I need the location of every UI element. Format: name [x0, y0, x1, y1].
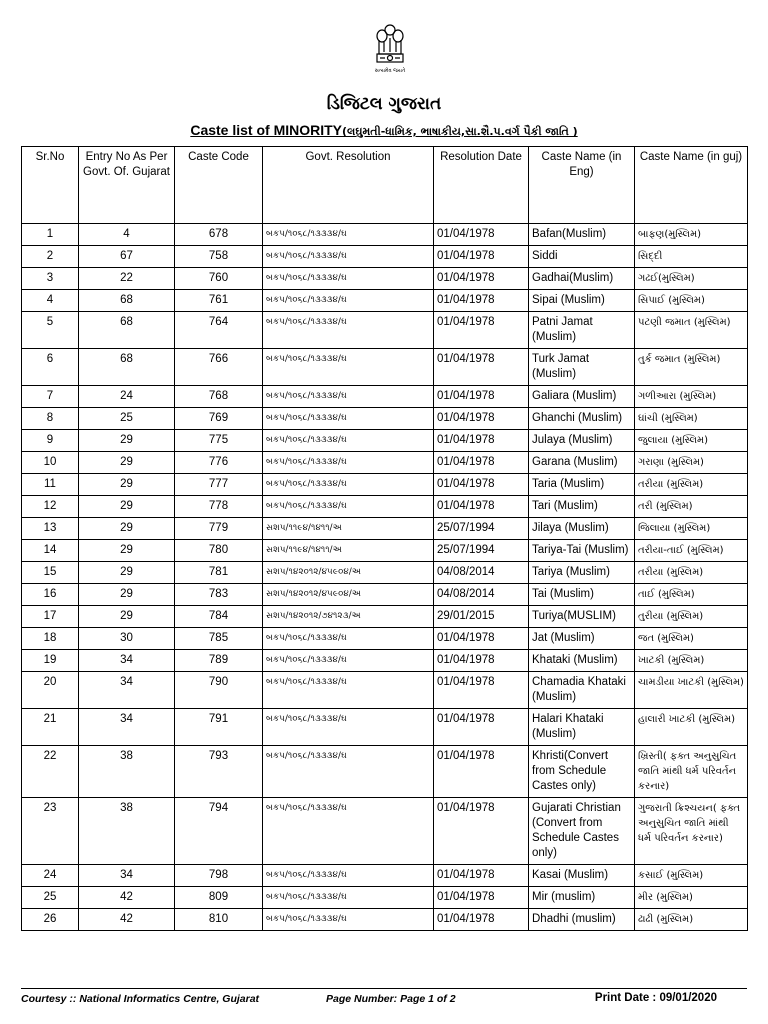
cell-resolution: બકપ/૧૦૬૮/૧૩૩૩૪/ઘ	[263, 452, 434, 474]
cell-code: 758	[175, 246, 263, 268]
column-header: Caste Name (in guj)	[635, 147, 748, 224]
cell-resolution: બકપ/૧૦૬૮/૧૩૩૩૪/ઘ	[263, 224, 434, 246]
cell-sr: 9	[22, 430, 79, 452]
cell-code: 790	[175, 672, 263, 709]
cell-code: 793	[175, 746, 263, 798]
cell-entry: 68	[79, 290, 175, 312]
cell-entry: 29	[79, 540, 175, 562]
cell-name-eng: Dhadhi (muslim)	[529, 909, 635, 931]
cell-name-eng: Gujarati Christian (Convert from Schedule Castes only)	[529, 798, 635, 865]
cell-code: 785	[175, 628, 263, 650]
table-row	[22, 312, 748, 349]
cell-name-eng: Siddi	[529, 246, 635, 268]
cell-code: 798	[175, 865, 263, 887]
cell-name-guj: ગુજરાતી ક્રિશ્ચયન( ફક્ત અનુસુચિત જાતિ માંથી ધર્મ પરિવર્તન કરનાર)	[635, 798, 748, 865]
cell-code: 766	[175, 349, 263, 386]
cell-date: 01/04/1978	[434, 865, 529, 887]
cell-entry: 29	[79, 584, 175, 606]
cell-resolution: બકપ/૧૦૬૮/૧૩૩૩૪/ઘ	[263, 672, 434, 709]
cell-code: 768	[175, 386, 263, 408]
cell-name-guj: બાફણ(મુસ્લિમ)	[635, 224, 748, 246]
table-row	[22, 408, 748, 430]
document-title	[0, 122, 768, 139]
cell-name-eng: Kasai (Muslim)	[529, 865, 635, 887]
cell-code: 776	[175, 452, 263, 474]
cell-name-eng: Jilaya (Muslim)	[529, 518, 635, 540]
cell-code: 781	[175, 562, 263, 584]
cell-sr: 5	[22, 312, 79, 349]
cell-resolution: બકપ/૧૦૬૮/૧૩૩૩૪/ઘ	[263, 628, 434, 650]
column-header: Sr.No	[22, 147, 79, 224]
cell-name-eng: Ghanchi (Muslim)	[529, 408, 635, 430]
table-row	[22, 628, 748, 650]
cell-name-guj: તાઈ (મુસ્લિમ)	[635, 584, 748, 606]
cell-resolution: બકપ/૧૦૬૮/૧૩૩૩૪/ઘ	[263, 268, 434, 290]
cell-entry: 29	[79, 496, 175, 518]
cell-date: 04/08/2014	[434, 562, 529, 584]
cell-sr: 8	[22, 408, 79, 430]
caste-table	[21, 146, 748, 931]
cell-code: 777	[175, 474, 263, 496]
cell-resolution: સશપ/૧૪૨૦૧૨/૪૫૯૦૪/અ	[263, 562, 434, 584]
cell-resolution: બકપ/૧૦૬૮/૧૩૩૩૪/ઘ	[263, 290, 434, 312]
cell-name-guj: હાલારી ખાટકી (મુસ્લિમ)	[635, 709, 748, 746]
table-row	[22, 746, 748, 798]
table-header-row	[22, 147, 748, 224]
table-row	[22, 672, 748, 709]
cell-sr: 17	[22, 606, 79, 628]
document-title-sub: (લઘુમતી-ધામિક, ભાષાકીય,સા.શૈ.પ.વર્ગ પૈકી જાતિ )	[342, 125, 578, 138]
table-row	[22, 452, 748, 474]
cell-code: 769	[175, 408, 263, 430]
cell-entry: 30	[79, 628, 175, 650]
cell-resolution: બકપ/૧૦૬૮/૧૩૩૩૪/ઘ	[263, 887, 434, 909]
cell-entry: 34	[79, 865, 175, 887]
cell-resolution: બકપ/૧૦૬૮/૧૩૩૩૪/ઘ	[263, 312, 434, 349]
cell-sr: 22	[22, 746, 79, 798]
cell-code: 791	[175, 709, 263, 746]
cell-name-eng: Khataki (Muslim)	[529, 650, 635, 672]
cell-date: 01/04/1978	[434, 246, 529, 268]
table-row	[22, 349, 748, 386]
table-row	[22, 606, 748, 628]
cell-entry: 29	[79, 562, 175, 584]
cell-sr: 13	[22, 518, 79, 540]
cell-entry: 67	[79, 246, 175, 268]
print-date: Print Date : 09/01/2020	[594, 992, 717, 1004]
cell-resolution: સશપ/૧૪૨૦૧૨/૭૪૧૨૩/અ	[263, 606, 434, 628]
cell-name-guj: સિદ્દી	[635, 246, 748, 268]
cell-date: 01/04/1978	[434, 650, 529, 672]
cell-date: 01/04/1978	[434, 312, 529, 349]
table-row	[22, 290, 748, 312]
cell-entry: 25	[79, 408, 175, 430]
cell-resolution: બકપ/૧૦૬૮/૧૩૩૩૪/ઘ	[263, 746, 434, 798]
cell-name-guj: જિલાયા (મુસ્લિમ)	[635, 518, 748, 540]
cell-name-eng: Jat (Muslim)	[529, 628, 635, 650]
cell-entry: 34	[79, 672, 175, 709]
cell-resolution: બકપ/૧૦૬૮/૧૩૩૩૪/ઘ	[263, 798, 434, 865]
cell-resolution: સશપ/૧૪૨૦૧૨/૪૫૯૦૪/અ	[263, 584, 434, 606]
table-row	[22, 386, 748, 408]
cell-date: 01/04/1978	[434, 452, 529, 474]
table-row	[22, 246, 748, 268]
cell-entry: 42	[79, 887, 175, 909]
cell-sr: 7	[22, 386, 79, 408]
cell-sr: 26	[22, 909, 79, 931]
courtesy-note: Courtesy :: National Informatics Centre, Gujarat	[21, 993, 260, 1005]
cell-code: 780	[175, 540, 263, 562]
cell-sr: 12	[22, 496, 79, 518]
cell-name-eng: Tariya-Tai (Muslim)	[529, 540, 635, 562]
cell-sr: 16	[22, 584, 79, 606]
cell-resolution: બકપ/૧૦૬૮/૧૩૩૩૪/ઘ	[263, 474, 434, 496]
cell-name-eng: Halari Khataki (Muslim)	[529, 709, 635, 746]
cell-name-guj: તરીયા-તાઈ (મુસ્લિમ)	[635, 540, 748, 562]
page-number: Page Number: Page 1 of 2	[326, 993, 456, 1005]
cell-name-guj: પટણી જમાત (મુસ્લિમ)	[635, 312, 748, 349]
cell-name-eng: Turiya(MUSLIM)	[529, 606, 635, 628]
cell-entry: 42	[79, 909, 175, 931]
cell-sr: 15	[22, 562, 79, 584]
cell-sr: 3	[22, 268, 79, 290]
cell-sr: 4	[22, 290, 79, 312]
cell-name-eng: Julaya (Muslim)	[529, 430, 635, 452]
cell-name-guj: તુર્ક જમાત (મુસ્લિમ)	[635, 349, 748, 386]
cell-name-eng: Garana (Muslim)	[529, 452, 635, 474]
table-row	[22, 430, 748, 452]
cell-resolution: બકપ/૧૦૬૮/૧૩૩૩૪/ઘ	[263, 909, 434, 931]
cell-name-guj: ઢાઢી (મુસ્લિમ)	[635, 909, 748, 931]
cell-date: 25/07/1994	[434, 540, 529, 562]
cell-sr: 25	[22, 887, 79, 909]
cell-name-eng: Sipai (Muslim)	[529, 290, 635, 312]
cell-name-guj: કસાઈ (મુસ્લિમ)	[635, 865, 748, 887]
cell-resolution: બકપ/૧૦૬૮/૧૩૩૩૪/ઘ	[263, 386, 434, 408]
cell-sr: 14	[22, 540, 79, 562]
table-row	[22, 865, 748, 887]
table-row	[22, 540, 748, 562]
cell-sr: 10	[22, 452, 79, 474]
cell-date: 01/04/1978	[434, 672, 529, 709]
page-footer	[21, 988, 747, 1007]
cell-sr: 23	[22, 798, 79, 865]
cell-name-eng: Gadhai(Muslim)	[529, 268, 635, 290]
cell-date: 04/08/2014	[434, 584, 529, 606]
cell-name-guj: ખ્રિસ્તી( ફક્ત અનુસુચિત જાતિ માંથી ધર્મ પરિવર્તન કરનાર)	[635, 746, 748, 798]
cell-date: 01/04/1978	[434, 887, 529, 909]
cell-name-guj: ચામડીયા ખાટકી (મુસ્લિમ)	[635, 672, 748, 709]
column-header: Govt. Resolution	[263, 147, 434, 224]
document-title-main: Caste list of MINORITY	[190, 122, 343, 138]
cell-name-eng: Bafan(Muslim)	[529, 224, 635, 246]
cell-name-eng: Turk Jamat (Muslim)	[529, 349, 635, 386]
cell-code: 778	[175, 496, 263, 518]
cell-resolution: બકપ/૧૦૬૮/૧૩૩૩૪/ઘ	[263, 349, 434, 386]
cell-sr: 11	[22, 474, 79, 496]
cell-name-eng: Mir (muslim)	[529, 887, 635, 909]
cell-name-guj: ગરાણા (મુસ્લિમ)	[635, 452, 748, 474]
cell-code: 794	[175, 798, 263, 865]
cell-resolution: સશપ/૧૧૯૪/૧૪૧૧/અ	[263, 540, 434, 562]
table-row	[22, 562, 748, 584]
cell-name-guj: ખાટકી (મુસ્લિમ)	[635, 650, 748, 672]
cell-date: 01/04/1978	[434, 408, 529, 430]
cell-sr: 1	[22, 224, 79, 246]
column-header: Caste Code	[175, 147, 263, 224]
cell-sr: 6	[22, 349, 79, 386]
cell-date: 01/04/1978	[434, 798, 529, 865]
table-row	[22, 709, 748, 746]
cell-sr: 21	[22, 709, 79, 746]
cell-sr: 2	[22, 246, 79, 268]
cell-resolution: બકપ/૧૦૬૮/૧૩૩૩૪/ઘ	[263, 865, 434, 887]
cell-resolution: બકપ/૧૦૬૮/૧૩૩૩૪/ઘ	[263, 650, 434, 672]
national-emblem-icon	[370, 20, 410, 84]
cell-name-guj: ગઢઈ(મુસ્લિમ)	[635, 268, 748, 290]
cell-name-eng: Tari (Muslim)	[529, 496, 635, 518]
table-row	[22, 268, 748, 290]
table-row	[22, 650, 748, 672]
table-row	[22, 224, 748, 246]
cell-entry: 29	[79, 430, 175, 452]
table-row	[22, 496, 748, 518]
cell-code: 779	[175, 518, 263, 540]
cell-date: 01/04/1978	[434, 909, 529, 931]
cell-code: 775	[175, 430, 263, 452]
cell-name-guj: તરી (મુસ્લિમ)	[635, 496, 748, 518]
cell-code: 809	[175, 887, 263, 909]
cell-name-guj: ગળીઆરા (મુસ્લિમ)	[635, 386, 748, 408]
table-row	[22, 909, 748, 931]
cell-sr: 24	[22, 865, 79, 887]
cell-code: 678	[175, 224, 263, 246]
cell-entry: 22	[79, 268, 175, 290]
cell-code: 789	[175, 650, 263, 672]
cell-name-eng: Patni Jamat (Muslim)	[529, 312, 635, 349]
cell-resolution: બકપ/૧૦૬૮/૧૩૩૩૪/ઘ	[263, 496, 434, 518]
cell-code: 764	[175, 312, 263, 349]
cell-entry: 68	[79, 312, 175, 349]
cell-entry: 29	[79, 606, 175, 628]
cell-resolution: બકપ/૧૦૬૮/૧૩૩૩૪/ઘ	[263, 246, 434, 268]
cell-sr: 18	[22, 628, 79, 650]
column-header: Resolution Date	[434, 147, 529, 224]
cell-name-guj: જુલાયા (મુસ્લિમ)	[635, 430, 748, 452]
cell-name-guj: મીર (મુસ્લિમ)	[635, 887, 748, 909]
cell-entry: 29	[79, 474, 175, 496]
cell-code: 784	[175, 606, 263, 628]
cell-name-eng: Taria (Muslim)	[529, 474, 635, 496]
emblem-caption: સત્યમેવ જયતે	[374, 68, 406, 74]
table-row	[22, 798, 748, 865]
cell-entry: 38	[79, 746, 175, 798]
cell-date: 01/04/1978	[434, 746, 529, 798]
cell-resolution: બકપ/૧૦૬૮/૧૩૩૩૪/ઘ	[263, 408, 434, 430]
cell-name-guj: તુરીયા (મુસ્લિમ)	[635, 606, 748, 628]
cell-name-eng: Galiara (Muslim)	[529, 386, 635, 408]
cell-resolution: સશપ/૧૧૯૪/૧૪૧૧/અ	[263, 518, 434, 540]
cell-entry: 29	[79, 452, 175, 474]
cell-date: 29/01/2015	[434, 606, 529, 628]
cell-sr: 20	[22, 672, 79, 709]
cell-date: 25/07/1994	[434, 518, 529, 540]
column-header: Entry No As Per Govt. Of. Gujarat	[79, 147, 175, 224]
table-row	[22, 887, 748, 909]
cell-code: 760	[175, 268, 263, 290]
cell-code: 783	[175, 584, 263, 606]
cell-date: 01/04/1978	[434, 430, 529, 452]
cell-name-guj: તરીયા (મુસ્લિમ)	[635, 474, 748, 496]
cell-sr: 19	[22, 650, 79, 672]
site-title: ડિજિટલ ગુજરાત	[326, 94, 442, 114]
cell-code: 761	[175, 290, 263, 312]
cell-entry: 68	[79, 349, 175, 386]
table-row	[22, 518, 748, 540]
cell-name-guj: સિપાઈ (મુસ્લિમ)	[635, 290, 748, 312]
cell-date: 01/04/1978	[434, 268, 529, 290]
cell-date: 01/04/1978	[434, 496, 529, 518]
cell-name-eng: Tariya (Muslim)	[529, 562, 635, 584]
cell-name-guj: તરીયા (મુસ્લિમ)	[635, 562, 748, 584]
cell-entry: 38	[79, 798, 175, 865]
cell-code: 810	[175, 909, 263, 931]
cell-entry: 29	[79, 518, 175, 540]
cell-entry: 34	[79, 650, 175, 672]
cell-entry: 24	[79, 386, 175, 408]
cell-date: 01/04/1978	[434, 349, 529, 386]
cell-entry: 4	[79, 224, 175, 246]
cell-date: 01/04/1978	[434, 709, 529, 746]
cell-entry: 34	[79, 709, 175, 746]
cell-date: 01/04/1978	[434, 474, 529, 496]
cell-name-eng: Chamadia Khataki (Muslim)	[529, 672, 635, 709]
cell-resolution: બકપ/૧૦૬૮/૧૩૩૩૪/ઘ	[263, 709, 434, 746]
cell-name-guj: ઘાંચી (મુસ્લિમ)	[635, 408, 748, 430]
column-header: Caste Name (in Eng)	[529, 147, 635, 224]
cell-date: 01/04/1978	[434, 290, 529, 312]
cell-date: 01/04/1978	[434, 224, 529, 246]
cell-resolution: બકપ/૧૦૬૮/૧૩૩૩૪/ઘ	[263, 430, 434, 452]
table-row	[22, 584, 748, 606]
table-row	[22, 474, 748, 496]
cell-date: 01/04/1978	[434, 628, 529, 650]
cell-name-eng: Tai (Muslim)	[529, 584, 635, 606]
cell-date: 01/04/1978	[434, 386, 529, 408]
cell-name-eng: Khristi(Convert from Schedule Castes only)	[529, 746, 635, 798]
cell-name-guj: જત (મુસ્લિમ)	[635, 628, 748, 650]
